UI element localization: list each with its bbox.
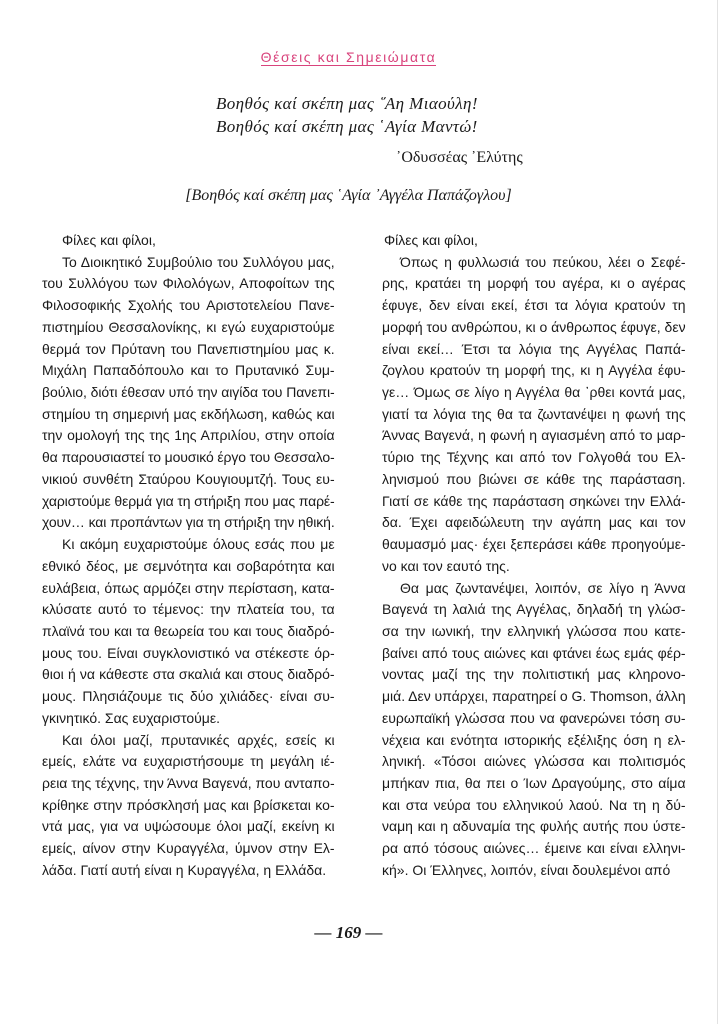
text-line: Κι ακόμη ευχαριστούμε όλους εσάς που με [62,536,335,553]
text-line: σα την ιωνική, την ελληνική γλώσσα που κατε- [382,622,686,639]
text-line: του Συλλόγου των Φιλολόγων, Αποφοίτων της [42,275,335,292]
text-column-left [42,230,335,882]
text-line: γιατί τα λόγια της θα τα ζωντανέψει η φωνή της [382,405,686,422]
text-line: ρεια της τέχνης, την Άννα Βαγενά, που ανταπο- [42,774,335,791]
text-line: ληνισμού που βιώνει σε κάθε της παράσταση. [382,470,686,487]
text-line: πιστημίου Θεσσαλονίκης, κι εγώ ευχαριστούμε [42,318,335,335]
salutation: Φίλες και φίλοι, [384,232,478,248]
salutation: Φίλες και φίλοι, [62,232,156,248]
epigraph [216,92,536,138]
text-line: μπήκαν πια, θα πει ο Ίων Δραγούμης, στο αίμα [382,774,686,791]
text-line: Άννας Βαγενά, η φωνή η αγιασμένη από το μαρ- [382,427,686,444]
text-line: ευλάβεια, όπως αρμόζει στην περίσταση, κατα- [42,579,335,596]
text-line: ντά μας, για να υψώσουμε όλοι μαζί, εκείνη κι [42,818,335,835]
epigraph-line: Βοηθός καί σκέπη μας ῞Αη Μιαούλη! [216,94,478,113]
text-line: Και όλοι μαζί, πρυτανικές αρχές, εσείς κι [62,731,335,748]
text-line: μους. Πλησιάζουμε τις δύο χιλιάδες· είναι συ- [42,688,335,705]
paragraphs [382,252,686,882]
paragraphs [42,252,335,882]
text-line: κλύσατε αυτό το τέμενος: την πλατεία του, τα [42,601,335,618]
section-title: Θέσεις και Σημειώματα [260,49,437,65]
text-line: μορφή του ανθρώπου, κι ο άνθρωπος έφυγε, δεν [382,318,686,335]
text-line: μους του. Είναι συγκλονιστικό να στέκεστε όρ- [42,644,335,661]
text-line: ρα από τόσους αιώνες… έμεινε και είναι ελληνι- [382,840,686,857]
paragraph [42,252,335,534]
section-header [0,48,697,67]
text-line: ρης, κρατάει τη μορφή του αγέρα, κι ο αγέρας [382,275,686,292]
text-line: ευρωπαϊκή γλώσσα που να φανερώνει τόση συ- [382,709,686,726]
text-line: θερμά τον Πρύτανη του Πανεπιστημίου μας κ. [42,340,335,357]
text-line: ναμη και η αδυναμία της φυλής αυτής που ύστε- [382,818,686,835]
paragraph [42,730,335,882]
text-line: είναι εκεί… Έτσι τα λόγια της Αγγέλας Παπά- [382,340,686,357]
text-line: βούλιο, διότι έθεσαν υπό την αιγίδα του Πανεπι- [42,384,335,401]
text-line: κή». Οι Έλληνες, λοιπόν, είναι δουλεμένοι από [382,861,671,878]
text-line: εμείς, αίνον στην Κυραγγέλα, ύμνον στην Ελ- [42,840,335,857]
text-line: βαίνει από τους αιώνες και φτάνει έως εμάς φέρ- [382,644,686,661]
text-column-right [382,230,686,882]
text-line: χουν… και προπάντων για τη στήριξη την ηθική. [42,514,335,531]
text-line: Θα μας ζωντανέψει, λοιπόν, σε λίγο η Άννα [400,579,686,596]
text-line: θαυμασμό μας· έχει ξεπεράσει κάθε προηγούμε- [382,536,686,553]
text-line: στημίου τη σημερινή μας εκδήλωση, καθώς και [42,405,335,422]
text-line: νο και τον εαυτό της. [382,557,510,574]
text-line: ζογλου κρατούν τη μορφή της, κι η Αγγέλα έφυ- [382,362,686,379]
text-line: και στα νεύρα του ελληνικού λαού. Να τη η δύ- [382,796,686,813]
text-line: Το Διοικητικό Συμβούλιο του Συλλόγου μας, [62,253,335,270]
text-line: νικιού συνθέτη Σταύρου Κουγιουμτζή. Τους ευ- [42,470,335,487]
text-line: μιά. Δεν υπάρχει, παρατηρεί ο G. Thomson, άλλη [382,688,686,705]
text-line: γε… Όμως σε λίγο η Αγγέλα θα ᾽ρθει κοντά μας, [382,384,686,401]
text-line: χαριστούμε θερμά για τη στήριξη που μας παρέ- [42,492,335,509]
paragraph [382,252,686,578]
text-line: Φιλοσοφικής Σχολής του Αριστοτελείου Πανε- [42,297,335,314]
paragraph [382,578,686,882]
text-line: Μιχάλη Παπαδόπουλο και το Πρυτανικό Συμ- [42,362,335,379]
text-line: την ομολογή της της 1ης Απριλίου, στην οποία [42,427,335,444]
page-number: — 169 — [314,923,383,942]
text-line: γκινητικό. Σας ευχαριστούμε. [42,709,220,726]
text-line: Γιατί σε κάθε της παράσταση σηκώνει την Ελλά- [382,492,686,509]
text-line: ληνική. «Τόσοι αιώνες γλώσσα και πολιτισμός [382,753,686,770]
epigraph-author: ᾽Οδυσσέας ᾽Ελύτης [396,149,523,166]
text-line: δα. Έχει αφειδώλευτη την αγάπη μας και τον [382,514,686,531]
scan-edge-line [717,0,718,1024]
text-line: λάδα. Γιατί αυτή είναι η Κυραγγέλα, η Ελλάδα. [42,861,327,878]
text-line: τύριο της Τέχνης και από τον Γολγοθά του Ελ- [382,449,686,466]
epigraph-adaptation: [Βοηθός καί σκέπη μας ῾Αγία ᾽Αγγέλα Παπάζογλου] [185,187,512,204]
epigraph-line: Βοηθός καί σκέπη μας ῾Αγία Μαντώ! [216,117,478,136]
text-line: πλαϊνά του και τα θεωρεία του και τους διαδρό- [42,622,335,639]
text-line: Βαγενά τη λαλιά της Αγγέλας, δηλαδή τη γλώσ- [382,601,686,618]
text-line: θιοι ή να κάθεστε στα σκαλιά και στους διαδρό- [42,666,335,683]
paragraph [42,534,335,729]
text-line: εθνικό δέος, με σεμνότητα και σοβαρότητα και [42,557,335,574]
text-line: Όπως η φυλλωσιά του πεύκου, λέει ο Σεφέ- [400,253,686,270]
text-line: εμείς, ελάτε να ευχαριστήσουμε τη μεγάλη ιέ- [42,753,335,770]
text-line: κρίθηκε στην πρόσκλησή μας και βρίσκεται κο- [42,796,335,813]
text-line: νέχεια και ενότητα ιστορικής εξέλιξης όση η ελ- [382,731,686,748]
text-line: θα παρουσιαστεί το μουσικό έργο του Θεσσαλο- [42,449,335,466]
text-line: έφυγε, δεν είναι εκεί, έτσι τα λόγια κρατούν τη [382,297,686,314]
text-line: νοντας μαζί της την πολιτιστική μας κληρονο- [382,666,686,683]
